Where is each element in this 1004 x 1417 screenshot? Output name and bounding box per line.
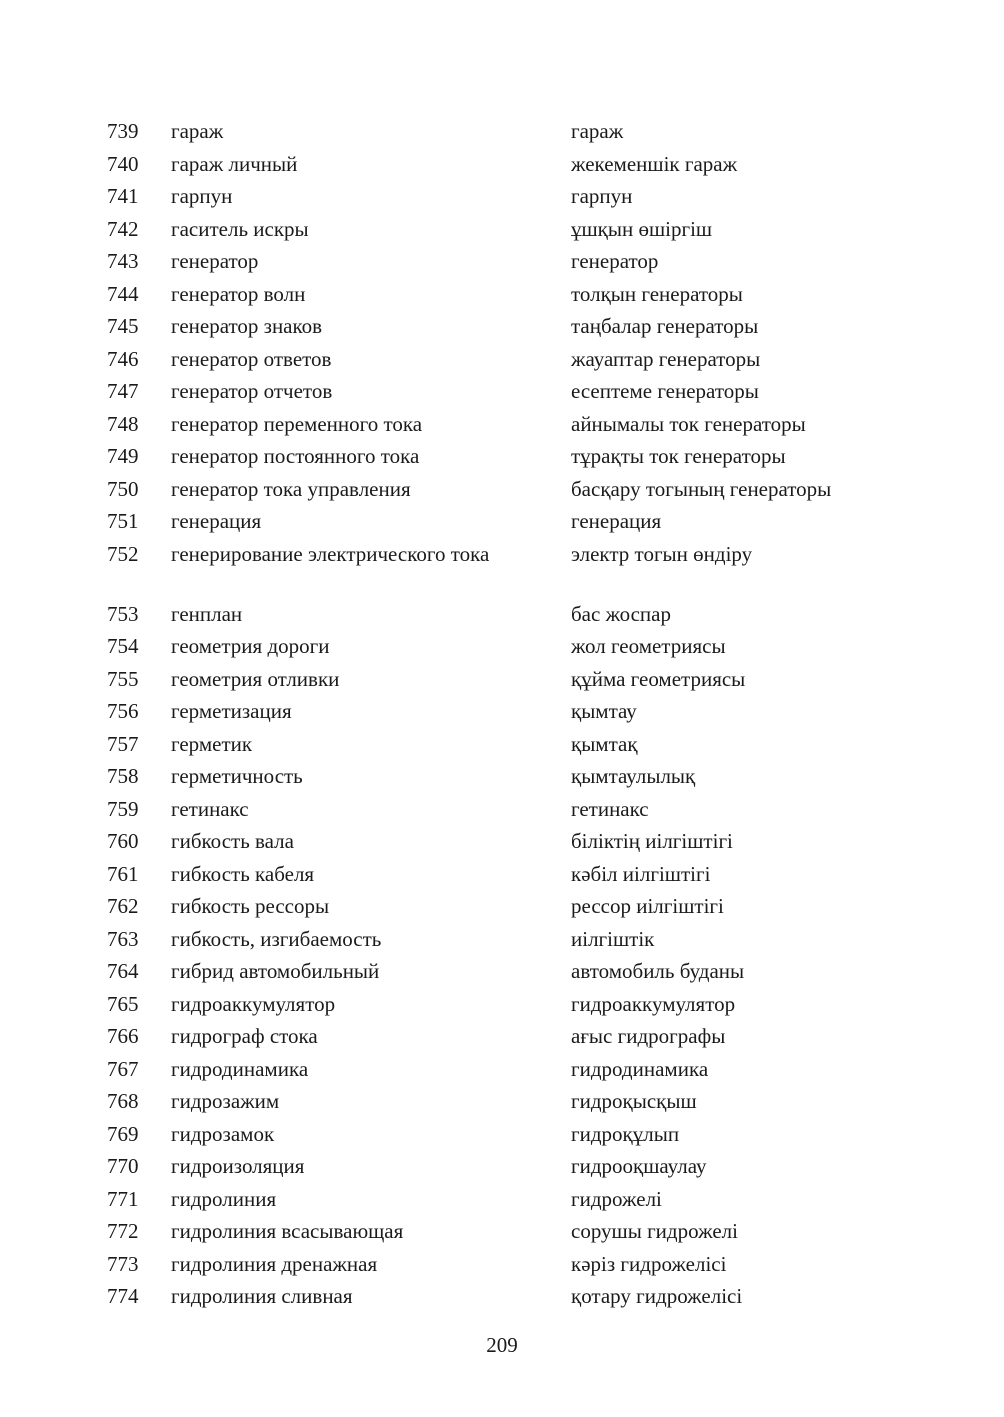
- kazakh-term: гидроқысқыш: [571, 1089, 697, 1113]
- kazakh-term: гидроқұлып: [571, 1121, 680, 1146]
- kazakh-term: қымтаулылық: [571, 764, 696, 788]
- entry-number: 756: [107, 699, 139, 723]
- entry-number: 755: [107, 666, 139, 691]
- russian-term: гараж личный: [171, 151, 298, 176]
- russian-term: генератор ответов: [171, 346, 332, 371]
- russian-term: гидродинамика: [171, 1056, 309, 1081]
- russian-term: гидрозажим: [171, 1089, 280, 1113]
- russian-term: герметичность: [171, 764, 303, 788]
- entry-number: 769: [107, 1121, 139, 1146]
- russian-term: герметизация: [171, 699, 292, 723]
- kazakh-term: қотару гидрожелісі: [571, 1284, 743, 1308]
- kazakh-term: гараж: [571, 119, 624, 143]
- entry-number: 767: [107, 1056, 139, 1081]
- russian-term: генератор переменного тока: [171, 411, 423, 436]
- entry-number: 766: [107, 1024, 139, 1048]
- glossary-row: [107, 1250, 927, 1283]
- entry-number: 774: [107, 1284, 139, 1308]
- russian-term: гидрозамок: [171, 1121, 275, 1146]
- glossary-row: [107, 345, 927, 378]
- kazakh-term: ұшқын өшіргіш: [571, 216, 713, 241]
- glossary-row: [107, 1022, 927, 1055]
- glossary-row: [107, 1282, 927, 1315]
- glossary-row: [107, 215, 927, 248]
- glossary-row: [107, 1152, 927, 1185]
- russian-term: гидроаккумулятор: [171, 991, 336, 1016]
- entry-number: 744: [107, 281, 139, 306]
- entry-number: 759: [107, 796, 139, 821]
- glossary-row: [107, 697, 927, 730]
- russian-term: гидрограф стока: [171, 1024, 318, 1048]
- russian-term: гидролиния всасывающая: [171, 1219, 404, 1243]
- entry-number: 747: [107, 379, 139, 403]
- russian-term: гетинакс: [171, 796, 249, 821]
- kazakh-term: кәріз гидрожелісі: [571, 1251, 727, 1276]
- russian-term: гаситель искры: [171, 216, 309, 241]
- entry-number: 739: [107, 119, 139, 143]
- kazakh-term: толқын генераторы: [571, 281, 743, 306]
- entry-number: 763: [107, 926, 139, 951]
- kazakh-term: тұрақты ток генераторы: [571, 444, 786, 468]
- entry-number: 746: [107, 346, 139, 371]
- glossary-row: [107, 442, 927, 475]
- entry-number: 772: [107, 1219, 139, 1243]
- glossary-row: [107, 795, 927, 828]
- russian-term: геометрия дороги: [171, 634, 330, 658]
- glossary-row: [107, 860, 927, 893]
- glossary-row: [107, 280, 927, 313]
- russian-term: гибкость вала: [171, 829, 294, 853]
- russian-term: генератор тока управления: [171, 476, 411, 501]
- glossary-row: [107, 632, 927, 665]
- russian-term: гидролиния: [171, 1186, 277, 1211]
- russian-term: генератор волн: [171, 281, 306, 306]
- russian-term: геометрия отливки: [171, 666, 340, 691]
- russian-term: гараж: [171, 119, 224, 143]
- glossary-row: [107, 312, 927, 345]
- russian-term: гибкость, изгибаемость: [171, 926, 382, 951]
- entry-number: 758: [107, 764, 139, 788]
- kazakh-term: бас жоспар: [571, 601, 671, 626]
- entry-number: 754: [107, 634, 139, 658]
- kazakh-term: иілгіштік: [571, 926, 655, 951]
- russian-term: гидролиния дренажная: [171, 1251, 378, 1276]
- glossary-row: [107, 925, 927, 958]
- glossary-row: [107, 665, 927, 698]
- russian-term: генплан: [171, 601, 243, 626]
- entry-number: 765: [107, 991, 139, 1016]
- kazakh-term: автомобиль буданы: [571, 959, 745, 983]
- russian-term: генератор отчетов: [171, 379, 333, 403]
- glossary-row: [107, 540, 927, 600]
- entry-number: 750: [107, 476, 139, 501]
- kazakh-term: құйма геометриясы: [571, 666, 746, 691]
- kazakh-term: генератор: [571, 249, 659, 273]
- glossary-row: [107, 507, 927, 540]
- kazakh-term: ағыс гидрографы: [571, 1024, 726, 1048]
- kazakh-term: айнымалы ток генераторы: [571, 411, 806, 436]
- glossary-row: [107, 410, 927, 443]
- glossary-row: [107, 150, 927, 183]
- kazakh-term: электр тогын өндіру: [571, 541, 753, 566]
- russian-term: гибрид автомобильный: [171, 959, 380, 983]
- glossary-row: [107, 730, 927, 763]
- glossary-row: [107, 117, 927, 150]
- entry-number: 742: [107, 216, 139, 241]
- glossary-row: [107, 1217, 927, 1250]
- kazakh-term: гидроаккумулятор: [571, 991, 736, 1016]
- entry-number: 752: [107, 541, 139, 566]
- glossary-row: [107, 182, 927, 215]
- entry-number: 762: [107, 894, 139, 918]
- entry-number: 748: [107, 411, 139, 436]
- entry-number: 751: [107, 509, 139, 533]
- kazakh-term: біліктің иілгіштігі: [571, 829, 733, 853]
- glossary-row: [107, 600, 927, 633]
- glossary-row: [107, 762, 927, 795]
- kazakh-term: рессор иілгіштігі: [571, 894, 724, 918]
- kazakh-term: жекеменшік гараж: [571, 151, 738, 176]
- glossary-row: [107, 892, 927, 925]
- kazakh-term: гидрожелі: [571, 1186, 662, 1211]
- kazakh-term: гидрооқшаулау: [571, 1154, 707, 1178]
- entry-number: 741: [107, 184, 139, 208]
- kazakh-term: басқару тогының генераторы: [571, 476, 832, 501]
- kazakh-term: гидродинамика: [571, 1056, 709, 1081]
- russian-term: гарпун: [171, 184, 233, 208]
- russian-term: гидролиния сливная: [171, 1284, 353, 1308]
- kazakh-term: кәбіл иілгіштігі: [571, 861, 711, 886]
- entry-number: 764: [107, 959, 139, 983]
- glossary-row: [107, 827, 927, 860]
- russian-term: гидроизоляция: [171, 1154, 305, 1178]
- kazakh-term: қымтау: [571, 699, 637, 723]
- entry-number: 753: [107, 601, 139, 626]
- russian-term: гибкость рессоры: [171, 894, 330, 918]
- kazakh-term: генерация: [571, 509, 662, 533]
- russian-term: герметик: [171, 731, 253, 756]
- glossary-row: [107, 1087, 927, 1120]
- russian-term: генератор постоянного тока: [171, 444, 420, 468]
- entry-number: 740: [107, 151, 139, 176]
- entry-number: 745: [107, 314, 139, 338]
- entry-number: 773: [107, 1251, 139, 1276]
- russian-term: генерирование электрического тока: [171, 541, 490, 566]
- entry-number: 757: [107, 731, 139, 756]
- glossary-row: [107, 247, 927, 280]
- kazakh-term: гарпун: [571, 184, 633, 208]
- entry-number: 770: [107, 1154, 139, 1178]
- entry-number: 768: [107, 1089, 139, 1113]
- page-number: 209: [486, 1333, 518, 1357]
- kazakh-term: есептеме генераторы: [571, 379, 759, 403]
- glossary-row: [107, 990, 927, 1023]
- glossary-row: [107, 377, 927, 410]
- kazakh-term: таңбалар генераторы: [571, 314, 759, 338]
- entry-number: 760: [107, 829, 139, 853]
- entry-number: 743: [107, 249, 139, 273]
- entry-number: 771: [107, 1186, 139, 1211]
- entry-number: 749: [107, 444, 139, 468]
- kazakh-term: сорушы гидрожелі: [571, 1219, 738, 1243]
- russian-term: генератор знаков: [171, 314, 323, 338]
- russian-term: генератор: [171, 249, 259, 273]
- kazakh-term: жауаптар генераторы: [571, 346, 761, 371]
- russian-term: гибкость кабеля: [171, 861, 315, 886]
- kazakh-term: гетинакс: [571, 796, 649, 821]
- glossary-row: [107, 475, 927, 508]
- entry-number: 761: [107, 861, 139, 886]
- glossary-row: [107, 1120, 927, 1153]
- glossary-row: [107, 1055, 927, 1088]
- glossary-row: [107, 957, 927, 990]
- russian-term: генерация: [171, 509, 262, 533]
- glossary-table: [107, 117, 927, 1315]
- kazakh-term: қымтақ: [571, 731, 638, 756]
- glossary-row: [107, 1185, 927, 1218]
- kazakh-term: жол геометриясы: [571, 634, 726, 658]
